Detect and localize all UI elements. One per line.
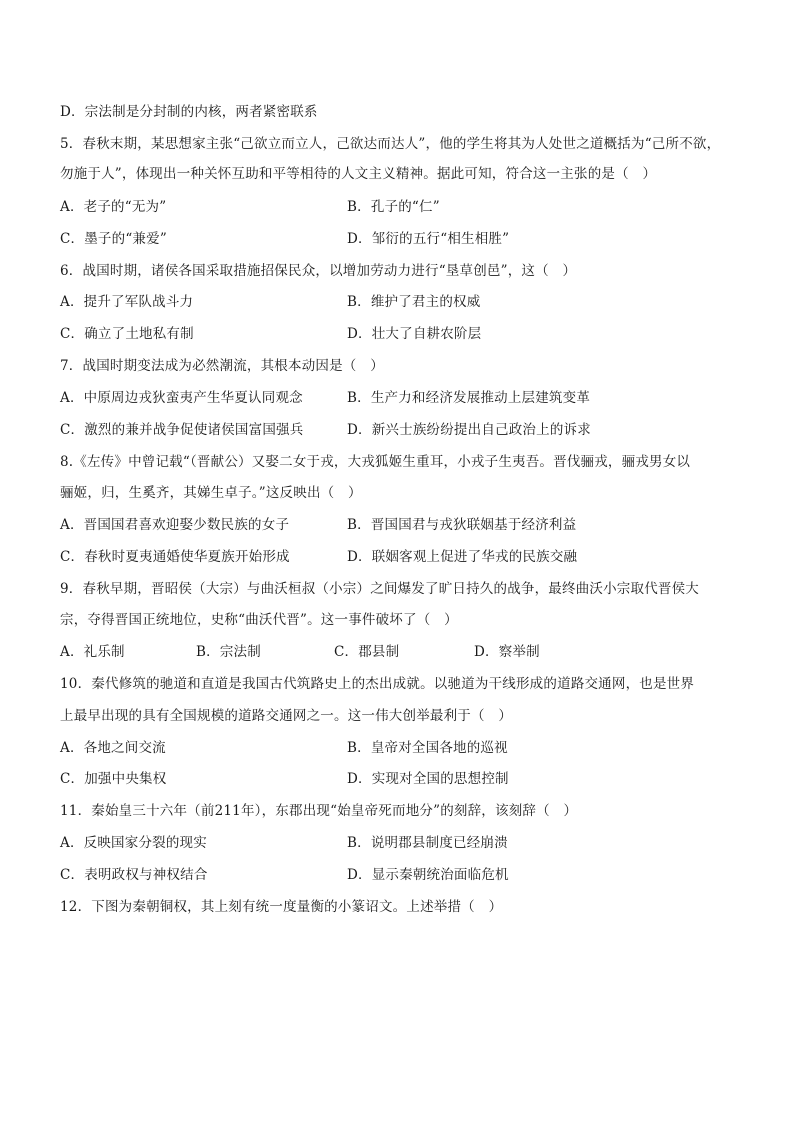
q7-option-d: D．新兴士族纷纷提出自己政治上的诉求 (347, 422, 591, 438)
q9-stem-line1: 9．春秋早期，晋昭侯（大宗）与曲沃桓叔（小宗）之间爆发了旷日持久的战争，最终曲沃小宗取代晋侯大 (60, 581, 699, 597)
q8-option-d: D．联姻客观上促进了华戎的民族交融 (347, 549, 578, 565)
q5-option-d: D．邹衍的五行“相生相胜” (347, 231, 510, 247)
q6-stem: 6．战国时期，诸侯各国采取措施招保民众，以增加劳动力进行“垦草创邑”，这（ ） (60, 263, 577, 279)
q6-option-b: B．维护了君主的权威 (347, 294, 481, 310)
q9-options-row (60, 644, 540, 660)
q10-option-d: D．实现对全国的思想控制 (347, 771, 509, 787)
q5-option-c: C．墨子的“兼爱” (60, 231, 167, 247)
q7-options-row1 (60, 390, 590, 406)
q6-option-d: D．壮大了自耕农阶层 (347, 326, 482, 342)
q5-stem-line2: 勿施于人”，体现出一种关怀互助和平等相待的人文主义精神。据此可知，符合这一主张的是（ ） (60, 166, 657, 182)
q8-stem-line1: 8.《左传》中曾记载“（晋献公）又娶二女于戎，大戎狐姬生重耳，小戎子生夷吾。晋伐骊戎，骊戎男女以 (60, 454, 691, 470)
q6-option-c: C．确立了土地私有制 (60, 326, 194, 342)
q5-option-b: B．孔子的“仁” (347, 199, 440, 215)
q6-option-a: A．提升了军队战斗力 (60, 294, 194, 310)
q11-options-row1 (60, 835, 508, 851)
q5-option-a: A．老子的“无为” (60, 199, 167, 215)
q9-option-b: B．宗法制 (196, 644, 261, 660)
q10-option-c: C．加强中央集权 (60, 771, 167, 787)
q12-stem: 12．下图为秦朝铜权，其上刻有统一度量衡的小篆诏文。上述举措（ ） (60, 899, 503, 915)
q5-options-row1 (60, 199, 440, 215)
q5-stem-line1: 5．春秋末期，某思想家主张“己欲立而立人，己欲达而达人”，他的学生将其为人处世之道概括为“己所不欲， (60, 136, 721, 152)
q10-stem-line1: 10．秦代修筑的驰道和直道是我国古代筑路史上的杰出成就。以驰道为干线形成的道路交通网，也是世界 (60, 676, 695, 692)
q9-option-c: C．郡县制 (334, 644, 400, 660)
q11-option-b: B．说明郡县制度已经崩溃 (347, 835, 508, 851)
q8-stem-line2: 骊姬，归，生奚齐，其娣生卓子。”这反映出（ ） (60, 485, 362, 501)
q7-options-row2 (60, 422, 591, 438)
q6-options-row2 (60, 326, 481, 342)
q8-option-b: B．晋国国君与戎狄联姻基于经济利益 (347, 517, 577, 533)
q10-stem-line2: 上最早出现的具有全国规模的道路交通网之一。这一伟大创举最利于（ ） (60, 708, 513, 724)
q9-option-a: A．礼乐制 (60, 644, 125, 660)
q6-options-row1 (60, 294, 480, 310)
q10-options-row2 (60, 771, 509, 787)
q8-option-c: C．春秋时夏夷通婚使华夏族开始形成 (60, 549, 290, 565)
q5-options-row2 (60, 231, 509, 247)
q8-options-row1 (60, 517, 576, 533)
q11-stem: 11．秦始皇三十六年（前211年），东郡出现“始皇帝死而地分”的刻辞，该刻辞（ ） (60, 803, 578, 819)
q10-option-a: A．各地之间交流 (60, 740, 166, 756)
q9-stem-line2: 宗，夺得晋国正统地位，史称“曲沃代晋”。这一事件破坏了（ ） (60, 612, 458, 628)
q11-option-a: A．反映国家分裂的现实 (60, 835, 207, 851)
q8-options-row2 (60, 549, 577, 565)
q4-option-d: D．宗法制是分封制的内核，两者紧密联系 (60, 104, 318, 120)
q7-option-a: A．中原周边戎狄蛮夷产生华夏认同观念 (60, 390, 303, 406)
q10-options-row1 (60, 740, 508, 756)
q11-option-d: D．显示秦朝统治面临危机 (347, 867, 509, 883)
q11-options-row2 (60, 867, 509, 883)
q7-option-b: B．生产力和经济发展推动上层建筑变革 (347, 390, 591, 406)
q10-option-b: B．皇帝对全国各地的巡视 (347, 740, 508, 756)
q7-stem: 7．战国时期变法成为必然潮流，其根本动因是（ ） (60, 358, 384, 374)
q9-option-d: D．察举制 (474, 644, 540, 660)
q8-option-a: A．晋国国君喜欢迎娶少数民族的女子 (60, 517, 290, 533)
q7-option-c: C．激烈的兼并战争促使诸侯国富国强兵 (60, 422, 304, 438)
q11-option-c: C．表明政权与神权结合 (60, 867, 208, 883)
